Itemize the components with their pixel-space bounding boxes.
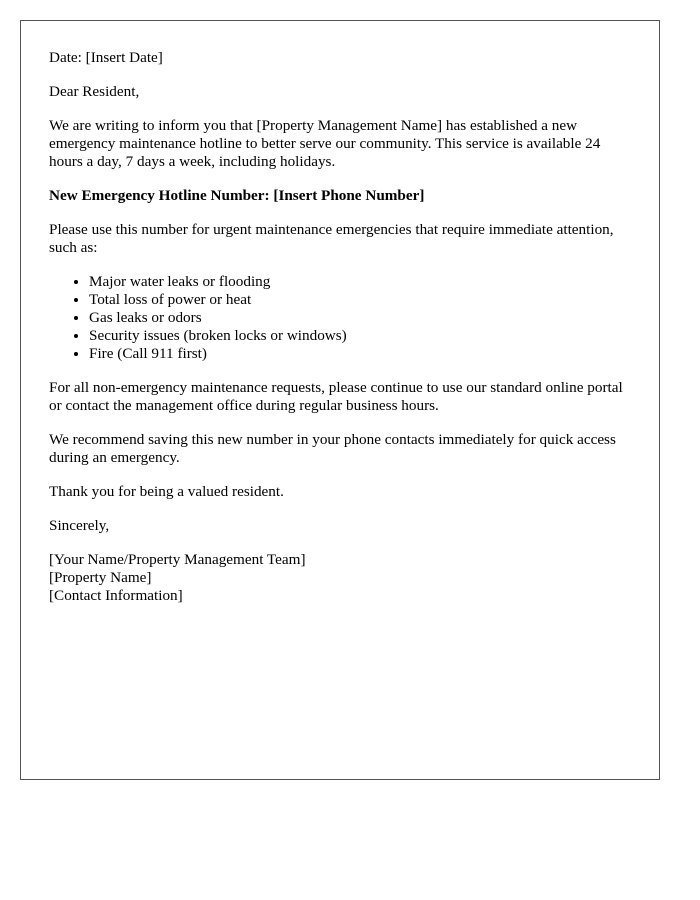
hotline-heading: New Emergency Hotline Number: [Insert Phone Number] <box>49 187 425 204</box>
signature-block <box>49 551 631 605</box>
date-line: Date: [Insert Date] <box>49 49 163 66</box>
non-emergency-paragraph: For all non-emergency maintenance requests, please continue to use our standard online portal or contact the management office during regular business hours. <box>49 379 623 414</box>
list-item: • Fire (Call 911 first) <box>89 345 631 363</box>
list-item: • Security issues (broken locks or windows) <box>89 327 631 345</box>
letter-page <box>20 20 660 780</box>
greeting: Dear Resident, <box>49 83 140 100</box>
closing: Sincerely, <box>49 517 110 534</box>
signature-contact: [Contact Information] <box>49 587 183 604</box>
list-item: • Total loss of power or heat <box>89 291 631 309</box>
signature-name: [Your Name/Property Management Team] <box>49 551 306 568</box>
signature-property: [Property Name] <box>49 569 152 586</box>
usage-intro-paragraph: Please use this number for urgent maintenance emergencies that require immediate attention, such as: <box>49 221 614 256</box>
list-item: • Major water leaks or flooding <box>89 273 631 291</box>
intro-paragraph: We are writing to inform you that [Property Management Name] has established a new emergency maintenance hotline to better serve our community. This service is available 24 hours a day, 7 days a week, including holidays. <box>49 117 601 170</box>
emergency-list <box>49 273 631 363</box>
list-item: • Gas leaks or odors <box>89 309 631 327</box>
recommendation-paragraph: We recommend saving this new number in your phone contacts immediately for quick access during an emergency. <box>49 431 616 466</box>
thanks-paragraph: Thank you for being a valued resident. <box>49 483 284 500</box>
